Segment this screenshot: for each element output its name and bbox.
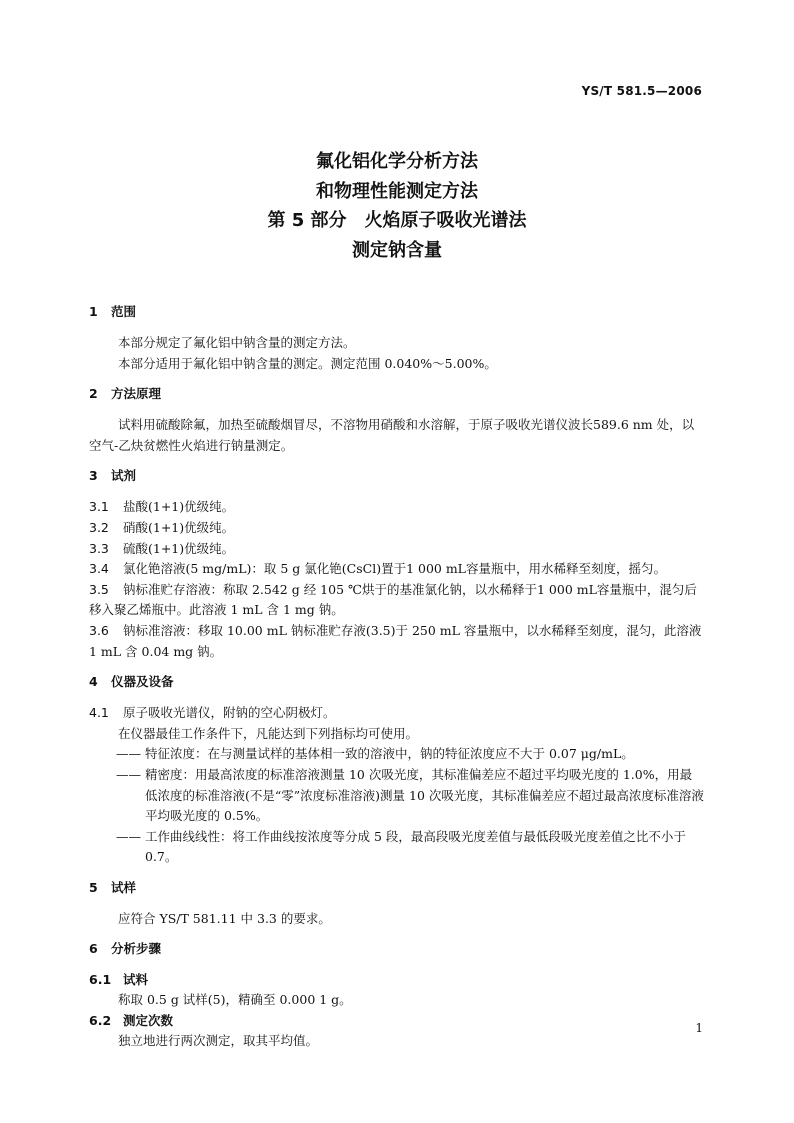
paragraph: 应符合 YS/T 581.11 中 3.3 的要求。	[118, 910, 331, 926]
clause-number: 3.6	[89, 622, 109, 638]
clause-text: 硫酸(1+1)优级纯。	[123, 540, 235, 556]
clause-number: 3.2	[89, 519, 109, 535]
reagent-item	[89, 580, 704, 621]
paragraph: 本部分适用于氟化铝中钠含量的测定。测定范围 0.040%～5.00%。	[118, 355, 497, 371]
paragraph: 本部分规定了氟化铝中钠含量的测定方法。	[118, 335, 356, 350]
subsection-title: 试料	[123, 972, 149, 988]
subsection-title: 测定次数	[123, 1013, 174, 1029]
clause-number: 4.1	[89, 705, 109, 721]
section-title: 仪器及设备	[111, 674, 174, 690]
paragraph: 称取 0.5 g 试样(5)，精确至 0.000 1 g。	[118, 992, 352, 1008]
section-number: 5	[89, 879, 98, 895]
dash-item-text: 特征浓度：在与测量试样的基体相一致的溶液中，钠的特征浓度应不大于 0.07 μg/mL。	[145, 746, 634, 762]
section-heading-principle	[89, 385, 704, 403]
dash-list-item	[89, 744, 704, 765]
section-title: 试剂	[111, 468, 137, 484]
paragraph: 试料用硫酸除氟，加热至硫酸烟冒尽，不溶物用硝酸和水溶解，于原子吸收光谱仪波长589.6 nm 处，以空气-乙炔贫燃性火焰进行钠量测定。	[89, 417, 695, 453]
section-number: 6	[89, 941, 98, 957]
dash-list-item	[89, 827, 704, 868]
section-title: 方法原理	[111, 386, 162, 402]
standard-code: YS/T 581.5—2006	[581, 84, 702, 98]
section-title: 试样	[111, 879, 137, 895]
section-number: 1	[89, 304, 98, 319]
title-line: 第 5 部分 火焰原子吸收光谱法	[267, 210, 527, 231]
dash-item-text: 工作曲线线性：将工作曲线按浓度等分成 5 段，最高段吸光度差值与最低段吸光度差值之比不小于 0.7。	[145, 828, 686, 865]
clause-text: 氯化铯溶液(5 mg/mL)：取 5 g 氯化铯(CsCl)置于1 000 mL容量瓶中，用水稀释至刻度，摇匀。	[123, 561, 666, 577]
dash-item-text: 精密度：用最高浓度的标准溶液测量 10 次吸光度，其标准偏差应不超过平均吸光度的 1.0%，用最低浓度的标准溶液(不是“零”浓度标准溶液)测量 10 次吸光度，其标准偏差应不超过最高浓度标准溶液平均吸光度的 0.5%。	[145, 766, 704, 824]
dash-list-item	[89, 765, 704, 827]
section-heading-apparatus	[89, 673, 704, 691]
clause-number: 3.5	[89, 581, 109, 597]
section-title: 分析步骤	[111, 941, 162, 957]
section-number: 2	[89, 386, 98, 402]
reagent-item	[89, 539, 704, 560]
paragraph: 在仪器最佳工作条件下，凡能达到下列指标均可使用。	[118, 725, 419, 741]
title-line: 测定钠含量	[352, 239, 442, 261]
clause-text: 盐酸(1+1)优级纯。	[123, 499, 235, 515]
document-body	[89, 303, 704, 1052]
document-title	[0, 147, 794, 265]
clause-text: 钠标准溶液：移取 10.00 mL 钠标准贮存液(3.5)于 250 mL 容量瓶中，以水稀释至刻度，混匀，此溶液 1 mL 含 0.04 mg 钠。	[89, 622, 702, 659]
dash-marker: ——	[116, 746, 141, 762]
section-heading-scope	[89, 303, 704, 321]
title-line: 和物理性能测定方法	[316, 180, 478, 202]
clause-number: 6.1	[89, 972, 112, 988]
dash-marker: ——	[116, 828, 141, 844]
clause-text: 原子吸收光谱仪，附钠的空心阴极灯。	[123, 705, 336, 721]
dash-marker: ——	[116, 766, 141, 782]
apparatus-item	[89, 703, 704, 724]
section-heading-reagents	[89, 467, 704, 485]
title-line: 氟化铝化学分析方法	[316, 151, 478, 172]
section-number: 3	[89, 468, 98, 484]
subsection-heading	[89, 1011, 704, 1031]
reagent-item	[89, 497, 704, 518]
clause-number: 3.3	[89, 540, 109, 556]
reagent-item	[89, 559, 704, 580]
reagent-item	[89, 621, 704, 662]
clause-text: 硝酸(1+1)优级纯。	[123, 519, 235, 535]
clause-number: 6.2	[89, 1013, 112, 1029]
clause-number: 3.1	[89, 499, 109, 515]
page-number: 1	[695, 1021, 703, 1035]
section-heading-procedure	[89, 940, 704, 958]
reagent-item	[89, 518, 704, 539]
paragraph: 独立地进行两次测定，取其平均值。	[118, 1033, 319, 1049]
clause-text: 钠标准贮存溶液：称取 2.542 g 经 105 ℃烘于的基准氯化钠，以水稀释于1 000 mL容量瓶中，混匀后移入聚乙烯瓶中。此溶液 1 mL 含 1 mg 钠。	[89, 581, 697, 618]
section-title: 范围	[111, 304, 137, 319]
section-heading-sample	[89, 879, 704, 897]
subsection-heading	[89, 970, 704, 990]
section-number: 4	[89, 674, 98, 690]
clause-number: 3.4	[89, 561, 109, 577]
